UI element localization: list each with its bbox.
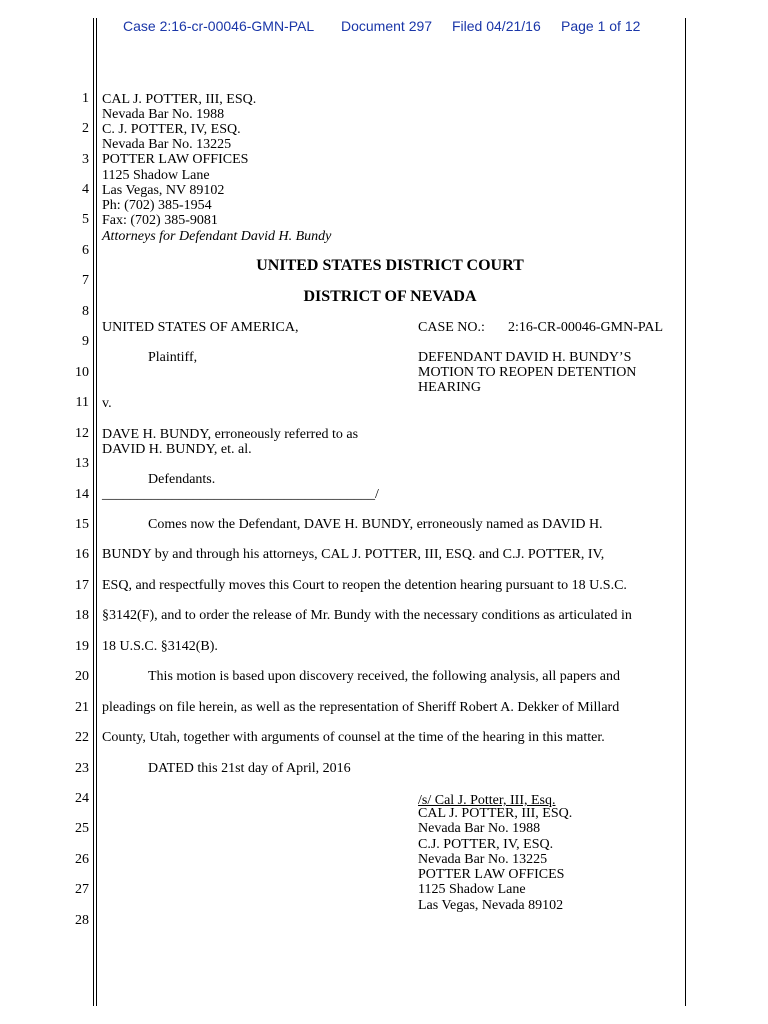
line-number: 8 (82, 304, 89, 319)
header-case-number: Case 2:16-cr-00046-GMN-PAL (123, 18, 315, 34)
body-line: pleadings on file herein, as well as the representation of Sheriff Robert A. Dekker of Millard (102, 700, 620, 715)
body-line: Comes now the Defendant, DAVE H. BUNDY, erroneously named as DAVID H. (148, 517, 603, 532)
case-number: 2:16-CR-00046-GMN-PAL (508, 320, 664, 335)
line-number: 6 (82, 243, 89, 258)
left-margin-rule (93, 18, 94, 1006)
counsel-line: Fax: (702) 385-9081 (102, 213, 218, 228)
counsel-line: Ph: (702) 385-1954 (102, 198, 212, 213)
line-number: 11 (75, 395, 89, 410)
counsel-line: Las Vegas, NV 89102 (102, 183, 225, 198)
e-signature: /s/ Cal J. Potter, III, Esq. (418, 793, 556, 808)
signature-line: CAL J. POTTER, III, ESQ. (418, 806, 573, 821)
body-line: This motion is based upon discovery received, the following analysis, all papers and (148, 669, 621, 684)
line-number: 21 (75, 700, 89, 715)
dated-line: DATED this 21st day of April, 2016 (148, 761, 351, 776)
motion-title-line2: MOTION TO REOPEN DETENTION (418, 365, 637, 380)
right-margin-rule (685, 18, 686, 1006)
line-number: 19 (75, 639, 89, 654)
line-number: 15 (75, 517, 89, 532)
defendant-name-line2: DAVID H. BUNDY, et. al. (102, 442, 252, 457)
header-document-number: Document 297 (341, 18, 433, 34)
court-district: DISTRICT OF NEVADA (303, 288, 477, 305)
line-number: 23 (75, 761, 89, 776)
line-number: 24 (75, 791, 89, 806)
motion-title-line3: HEARING (418, 380, 481, 395)
line-number: 13 (75, 456, 89, 471)
signature-line: Las Vegas, Nevada 89102 (418, 898, 564, 913)
signature-line: Nevada Bar No. 1988 (418, 821, 541, 836)
line-number: 12 (75, 426, 89, 441)
line-number: 20 (75, 669, 89, 684)
line-number: 26 (75, 852, 89, 867)
plaintiff-role: Plaintiff, (148, 350, 198, 365)
versus: v. (102, 396, 112, 411)
case-number-label: CASE NO.: (418, 320, 485, 335)
motion-title-line1: DEFENDANT DAVID H. BUNDY’S (418, 350, 632, 365)
line-number: 4 (82, 182, 89, 197)
line-number: 14 (75, 487, 89, 502)
signature-line: C.J. POTTER, IV, ESQ. (418, 837, 554, 852)
line-number: 25 (75, 821, 89, 836)
line-number: 7 (82, 273, 89, 288)
signature-line: POTTER LAW OFFICES (418, 867, 565, 882)
plaintiff-party: UNITED STATES OF AMERICA, (102, 320, 299, 335)
line-number: 10 (75, 365, 89, 380)
body-line: BUNDY by and through his attorneys, CAL J. POTTER, III, ESQ. and C.J. POTTER, IV, (102, 547, 605, 562)
counsel-line: POTTER LAW OFFICES (102, 152, 249, 167)
line-number: 3 (82, 152, 89, 167)
counsel-line: 1125 Shadow Lane (102, 168, 210, 183)
counsel-line: Nevada Bar No. 13225 (102, 137, 232, 152)
signature-line: 1125 Shadow Lane (418, 882, 526, 897)
line-number: 16 (75, 547, 89, 562)
line-number: 28 (75, 913, 89, 928)
attorneys-for-line: Attorneys for Defendant David H. Bundy (102, 229, 332, 244)
body-line: §3142(F), and to order the release of Mr. Bundy with the necessary conditions as articulated in (102, 608, 632, 623)
header-page-count: Page 1 of 12 (561, 18, 641, 34)
line-number: 22 (75, 730, 89, 745)
body-line: County, Utah, together with arguments of counsel at the time of the hearing in this matter. (102, 730, 605, 745)
header-filed-date: Filed 04/21/16 (452, 18, 541, 34)
left-margin-rule-inner (96, 18, 97, 1006)
line-number: 2 (82, 121, 89, 136)
counsel-line: C. J. POTTER, IV, ESQ. (102, 122, 241, 137)
signature-line: Nevada Bar No. 13225 (418, 852, 548, 867)
body-line: ESQ, and respectfully moves this Court to reopen the detention hearing pursuant to 18 U.S.C. (102, 578, 627, 593)
counsel-line: CAL J. POTTER, III, ESQ. (102, 92, 257, 107)
caption-rule-line: _______________________________________/ (102, 487, 379, 502)
line-number: 17 (75, 578, 89, 593)
line-number: 5 (82, 212, 89, 227)
defendant-name-line1: DAVE H. BUNDY, erroneously referred to as (102, 427, 359, 442)
court-name: UNITED STATES DISTRICT COURT (256, 257, 524, 274)
line-number: 18 (75, 608, 89, 623)
counsel-line: Nevada Bar No. 1988 (102, 107, 225, 122)
body-line: 18 U.S.C. §3142(B). (102, 639, 218, 654)
line-number: 1 (82, 91, 89, 106)
line-number: 27 (75, 882, 89, 897)
line-number: 9 (82, 334, 89, 349)
defendant-role: Defendants. (148, 472, 216, 487)
